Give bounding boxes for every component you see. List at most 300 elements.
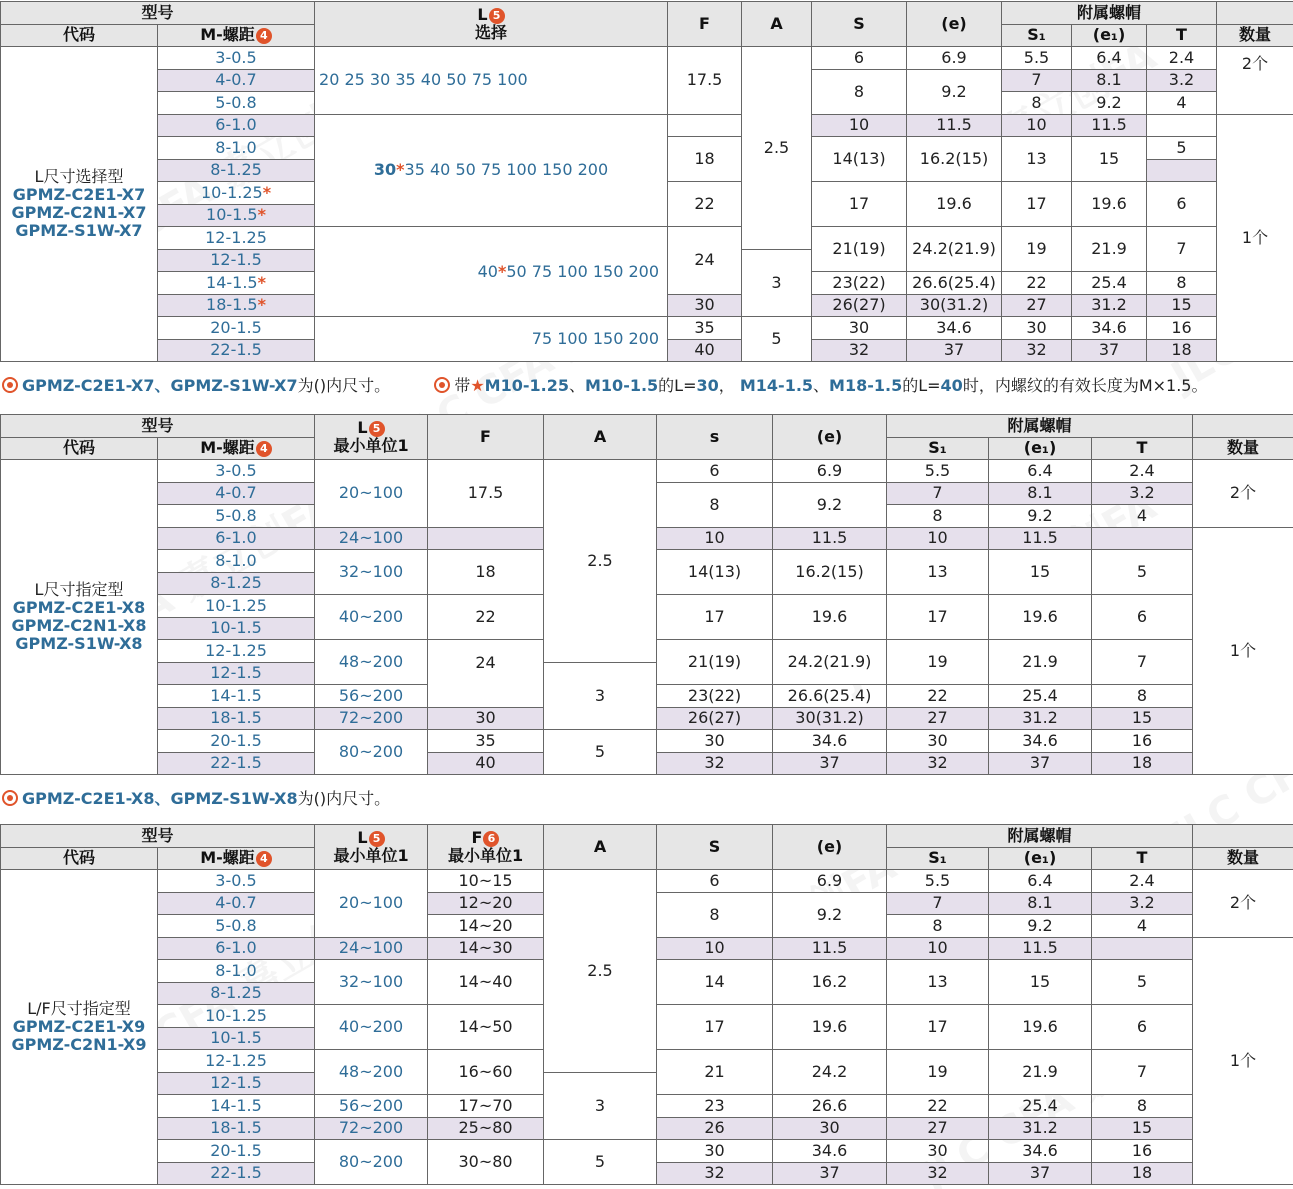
pitch-cell: [158, 272, 315, 295]
note-1: [2, 373, 1207, 396]
F-cell: 17.5: [428, 460, 544, 528]
table-row: [1, 317, 1293, 340]
table-row: [1, 1140, 1293, 1163]
badge-5-icon: 5: [369, 421, 385, 437]
F-cell: 12~20: [428, 892, 544, 915]
e-cell: 26.6: [773, 1095, 887, 1118]
pitch-cell: 8-1.25: [158, 982, 315, 1005]
e-cell: 24.2(21.9): [773, 640, 887, 685]
e1-cell: 25.4: [989, 685, 1092, 708]
S1-header: S₁: [1002, 24, 1072, 47]
e1-cell: 15: [989, 550, 1092, 595]
F-header: [428, 825, 544, 870]
pitch-cell: 8-1.0: [158, 550, 315, 573]
S-cell: 26(27): [812, 294, 907, 317]
e1-cell: 8.1: [989, 892, 1092, 915]
s-cell: 8: [657, 482, 773, 527]
pitch-cell: 8-1.0: [158, 137, 315, 160]
star-mark: *: [257, 272, 266, 292]
L-cell: 40~200: [315, 595, 428, 640]
e-cell: 30(31.2): [907, 294, 1002, 317]
pitch-cell: 4-0.7: [158, 69, 315, 92]
T-cell: 8: [1092, 1095, 1193, 1118]
pitch-cell: 4-0.7: [158, 892, 315, 915]
S1-cell: 22: [887, 1095, 989, 1118]
e-cell: 11.5: [907, 114, 1002, 137]
S1-cell: 27: [887, 1117, 989, 1140]
pitch-cell: 18-1.5: [158, 1117, 315, 1140]
A-cell: 3: [742, 249, 812, 317]
F-cell: 17~70: [428, 1095, 544, 1118]
code-header: 代码: [1, 437, 158, 460]
L-cell: 32~100: [315, 550, 428, 595]
T-cell: 18: [1147, 339, 1217, 362]
code-item: GPMZ-C2N1-X9: [11, 1035, 147, 1054]
e-cell: 9.2: [773, 482, 887, 527]
L-select-cell: 20 25 30 35 40 50 75 100: [315, 47, 668, 115]
code-item: GPMZ-C2N1-X8: [11, 616, 147, 635]
e-cell: 26.6(25.4): [907, 272, 1002, 295]
e-cell: 19.6: [773, 1005, 887, 1050]
T-header: T: [1147, 24, 1217, 47]
e1-cell: 19.6: [989, 595, 1092, 640]
table-row: [1, 114, 1293, 137]
e1-cell: 37: [989, 752, 1092, 775]
T-cell: 3.2: [1147, 69, 1217, 92]
e1-cell: 9.2: [989, 505, 1092, 528]
L-cell: 80~200: [315, 1140, 428, 1185]
note-text: 为()内尺寸。: [297, 789, 391, 808]
qty-cell: 1个: [1193, 937, 1293, 1185]
e-cell: 37: [773, 1162, 887, 1185]
e-cell: 34.6: [907, 317, 1002, 340]
A-cell: 5: [544, 730, 657, 775]
note-text: 、: [813, 376, 830, 395]
pitch-text: 10-1.5: [206, 205, 258, 225]
L-cell: 24~100: [315, 937, 428, 960]
S1-cell: 10: [887, 527, 989, 550]
F-cell: 10~15: [428, 870, 544, 893]
pitch-cell: 12-1.5: [158, 1072, 315, 1095]
pitch-cell: 6-1.0: [158, 527, 315, 550]
L-cell: 72~200: [315, 707, 428, 730]
e-cell: 11.5: [773, 527, 887, 550]
model-header: 型号: [1, 2, 315, 25]
L-cell: 80~200: [315, 730, 428, 775]
e1-cell: 8.1: [989, 482, 1092, 505]
code-header: 代码: [1, 847, 158, 870]
m-pitch-header: [158, 847, 315, 870]
S1-cell: 8: [1002, 92, 1072, 115]
F-header: F: [668, 2, 742, 47]
S1-cell: 22: [1002, 272, 1072, 295]
pitch-cell: 3-0.5: [158, 460, 315, 483]
spec-table-1: [0, 1, 1293, 362]
e1-header: (e₁): [989, 437, 1092, 460]
L-cell: 72~200: [315, 1117, 428, 1140]
pitch-cell: 12-1.25: [158, 227, 315, 250]
S-cell: 6: [657, 870, 773, 893]
table-row: [1, 47, 1293, 70]
note-codes: GPMZ-C2E1-X7、GPMZ-S1W-X7: [22, 376, 298, 395]
badge-5-icon: 5: [369, 831, 385, 847]
e-cell: 16.2: [773, 960, 887, 1005]
e1-cell: 15: [989, 960, 1092, 1005]
table-row: [1, 730, 1293, 753]
F-cell: 14~40: [428, 960, 544, 1005]
T-cell: 18: [1092, 752, 1193, 775]
type-cell: [1, 460, 158, 775]
qty-cell: 2个: [1193, 460, 1293, 528]
pitch-cell: 10-1.5: [158, 617, 315, 640]
A-header: A: [544, 825, 657, 870]
qty-header-top: [1217, 2, 1293, 25]
star-mark: *: [497, 261, 507, 281]
L-cell: 56~200: [315, 685, 428, 708]
S-cell: 17: [812, 182, 907, 227]
code-item: GPMZ-S1W-X8: [15, 634, 143, 653]
code-item: GPMZ-C2E1-X9: [12, 1017, 146, 1036]
T-cell: 7: [1092, 640, 1193, 685]
S1-cell: 32: [1002, 339, 1072, 362]
m-pitch-label: M-螺距: [200, 25, 255, 45]
qty-header: 数量: [1193, 847, 1293, 870]
S-cell: 21: [657, 1050, 773, 1095]
F-cell: 14~50: [428, 1005, 544, 1050]
T-cell: 7: [1092, 1050, 1193, 1095]
pitch-cell: 14-1.5: [158, 685, 315, 708]
e1-cell: 21.9: [1072, 227, 1147, 272]
L-select-cell: [315, 114, 668, 227]
S-cell: 14(13): [812, 137, 907, 182]
S-cell: 26: [657, 1117, 773, 1140]
F-cell: 30: [668, 294, 742, 317]
e-cell: 30: [773, 1117, 887, 1140]
L-select-cell: [315, 227, 668, 317]
S1-cell: 7: [887, 892, 989, 915]
S1-cell: 32: [887, 752, 989, 775]
T-cell: 5: [1092, 550, 1193, 595]
T-cell: 7: [1147, 227, 1217, 272]
s-cell: 30: [657, 730, 773, 753]
F-cell: 16~60: [428, 1050, 544, 1095]
S1-header: S₁: [887, 847, 989, 870]
e1-cell: 6.4: [1072, 47, 1147, 70]
note-code: M10-1.5: [585, 376, 659, 395]
bullet-icon: [2, 790, 18, 806]
S-cell: 10: [657, 937, 773, 960]
T-cell: 15: [1092, 707, 1193, 730]
e1-cell: 15: [1072, 137, 1147, 182]
pitch-cell: 12-1.5: [158, 249, 315, 272]
S-cell: 8: [812, 69, 907, 114]
nut-header: 附属螺帽: [1002, 2, 1217, 25]
badge-4-icon: 4: [256, 441, 272, 457]
e1-cell: 6.4: [989, 460, 1092, 483]
e1-cell: 8.1: [1072, 69, 1147, 92]
T-cell: 8: [1092, 685, 1193, 708]
F-cell: 35: [428, 730, 544, 753]
model-header: 型号: [1, 825, 315, 848]
L-cell: 24~100: [315, 527, 428, 550]
pitch-text: 14-1.5: [206, 272, 258, 292]
L-cell: 32~100: [315, 960, 428, 1005]
S1-cell: 10: [1002, 114, 1072, 137]
e-cell: 9.2: [773, 892, 887, 937]
F-cell: 35: [668, 317, 742, 340]
S-cell: 6: [812, 47, 907, 70]
note-text: 的L=: [658, 376, 697, 395]
L-star-prefix: 40: [477, 261, 498, 281]
spec-table-2: [0, 414, 1293, 775]
T-cell: [1092, 937, 1193, 960]
L-options: 50 75 100 150 200: [506, 261, 660, 281]
s-cell: 10: [657, 527, 773, 550]
badge-6-icon: 6: [483, 831, 499, 847]
S1-cell: 22: [887, 685, 989, 708]
min-unit-label: 最小单位1: [333, 436, 409, 455]
T-cell: 6: [1147, 182, 1217, 227]
nut-header: 附属螺帽: [887, 415, 1193, 438]
m-pitch-label: M-螺距: [200, 438, 255, 458]
L-cell: 20~100: [315, 460, 428, 528]
pitch-cell: 20-1.5: [158, 730, 315, 753]
note-text: 的L=: [902, 376, 941, 395]
T-cell: 15: [1147, 294, 1217, 317]
e-cell: 37: [907, 339, 1002, 362]
s-cell: 14(13): [657, 550, 773, 595]
S1-cell: 5.5: [887, 460, 989, 483]
code-item: GPMZ-C2E1-X8: [12, 598, 146, 617]
T-cell: 2.4: [1147, 47, 1217, 70]
A-cell: 5: [544, 1140, 657, 1185]
e1-cell: 25.4: [989, 1095, 1092, 1118]
note-text: 为()内尺寸。: [297, 376, 391, 395]
T-cell: 3.2: [1092, 482, 1193, 505]
bullet-icon: [2, 377, 18, 393]
star-mark: *: [257, 295, 266, 315]
L-label: L: [357, 828, 368, 847]
badge-4-icon: 4: [256, 28, 272, 44]
pitch-cell: 3-0.5: [158, 47, 315, 70]
F-cell: 40: [668, 339, 742, 362]
S-cell: 23: [657, 1095, 773, 1118]
e1-cell: 11.5: [989, 937, 1092, 960]
qty-cell: 1个: [1193, 527, 1293, 775]
S-cell: 32: [657, 1162, 773, 1185]
e1-header: (e₁): [1072, 24, 1147, 47]
S1-cell: 5.5: [887, 870, 989, 893]
note-code: M10-1.25: [484, 376, 569, 395]
L-header: [315, 415, 428, 460]
S-cell: 8: [657, 892, 773, 937]
m-pitch-header: [158, 437, 315, 460]
L-header: [315, 825, 428, 870]
e1-header: (e₁): [989, 847, 1092, 870]
note-text: 带: [454, 376, 471, 395]
e-cell: 37: [773, 752, 887, 775]
S1-cell: 10: [887, 937, 989, 960]
pitch-text: 18-1.5: [206, 295, 258, 315]
S-cell: 21(19): [812, 227, 907, 272]
pitch-cell: [158, 204, 315, 227]
F-label: F: [471, 828, 483, 847]
pitch-cell: 10-1.25: [158, 595, 315, 618]
T-cell: 15: [1092, 1117, 1193, 1140]
L-cell: 48~200: [315, 1050, 428, 1095]
e1-cell: 31.2: [989, 1117, 1092, 1140]
min-unit-label: 最小单位1: [447, 846, 524, 865]
A-cell: 3: [544, 662, 657, 730]
pitch-cell: 8-1.25: [158, 572, 315, 595]
T-cell: 3.2: [1092, 892, 1193, 915]
F-cell: 22: [428, 595, 544, 640]
e-header: (e): [773, 825, 887, 870]
pitch-cell: 6-1.0: [158, 114, 315, 137]
A-cell: 2.5: [544, 460, 657, 663]
S-cell: 14: [657, 960, 773, 1005]
A-header: A: [544, 415, 657, 460]
pitch-cell: 5-0.8: [158, 505, 315, 528]
type-name: L尺寸指定型: [34, 580, 124, 599]
s-cell: 23(22): [657, 685, 773, 708]
pitch-cell: 14-1.5: [158, 1095, 315, 1118]
e-cell: 6.9: [773, 460, 887, 483]
s-cell: 21(19): [657, 640, 773, 685]
qty-cell: 2个: [1217, 47, 1293, 115]
e-cell: 30(31.2): [773, 707, 887, 730]
badge-5-icon: 5: [489, 8, 505, 24]
S1-cell: 8: [887, 915, 989, 938]
T-cell: [1147, 159, 1217, 182]
T-cell: 16: [1092, 1140, 1193, 1163]
note-text: 、: [568, 376, 585, 395]
pitch-cell: 20-1.5: [158, 317, 315, 340]
e1-cell: 19.6: [989, 1005, 1092, 1050]
S1-cell: 19: [887, 1050, 989, 1095]
table-row: [1, 870, 1293, 893]
star-mark: *: [396, 160, 405, 180]
S-cell: 32: [812, 339, 907, 362]
e1-cell: 31.2: [989, 707, 1092, 730]
S-cell: 30: [657, 1140, 773, 1163]
S1-cell: 13: [1002, 137, 1072, 182]
table-row: [1, 460, 1293, 483]
pitch-cell: 22-1.5: [158, 339, 315, 362]
spec-table-3: [0, 824, 1293, 1185]
table-row: [1, 227, 1293, 250]
e1-cell: 9.2: [989, 915, 1092, 938]
L-cell: 56~200: [315, 1095, 428, 1118]
F-header: F: [428, 415, 544, 460]
T-cell: 5: [1147, 137, 1217, 160]
S1-cell: 19: [1002, 227, 1072, 272]
pitch-cell: 8-1.25: [158, 159, 315, 182]
F-cell: 14~30: [428, 937, 544, 960]
note-codes: GPMZ-C2E1-X8、GPMZ-S1W-X8: [22, 789, 298, 808]
S-cell: 10: [812, 114, 907, 137]
type-cell: [1, 47, 158, 362]
e-cell: 24.2: [773, 1050, 887, 1095]
pitch-cell: 4-0.7: [158, 482, 315, 505]
S1-cell: 13: [887, 550, 989, 595]
L-cell: 48~200: [315, 640, 428, 685]
S1-cell: 7: [887, 482, 989, 505]
e1-cell: 6.4: [989, 870, 1092, 893]
S1-cell: 7: [1002, 69, 1072, 92]
T-header: T: [1092, 847, 1193, 870]
A-cell: 5: [742, 317, 812, 362]
pitch-text: 10-1.25: [200, 182, 263, 202]
S1-cell: 30: [887, 730, 989, 753]
badge-4-icon: 4: [256, 851, 272, 867]
S1-cell: 27: [1002, 294, 1072, 317]
pitch-cell: 5-0.8: [158, 915, 315, 938]
T-cell: 6: [1092, 595, 1193, 640]
e1-cell: 9.2: [1072, 92, 1147, 115]
pitch-cell: 22-1.5: [158, 1162, 315, 1185]
code-item: GPMZ-C2E1-X7: [12, 185, 146, 204]
S-cell: 23(22): [812, 272, 907, 295]
star-icon: ★: [470, 376, 485, 395]
pitch-cell: 3-0.5: [158, 870, 315, 893]
e-cell: 34.6: [773, 730, 887, 753]
S1-cell: 30: [1002, 317, 1072, 340]
e1-cell: 11.5: [1072, 114, 1147, 137]
T-cell: 6: [1092, 1005, 1193, 1050]
F-cell: 24: [668, 227, 742, 295]
type-name: L尺寸选择型: [34, 167, 124, 186]
e1-cell: 34.6: [1072, 317, 1147, 340]
e1-cell: 25.4: [1072, 272, 1147, 295]
e1-cell: 21.9: [989, 1050, 1092, 1095]
select-label: 选择: [475, 23, 508, 42]
qty-header: 数量: [1217, 24, 1293, 47]
pitch-cell: [158, 182, 315, 205]
T-header: T: [1092, 437, 1193, 460]
pitch-cell: [158, 294, 315, 317]
pitch-cell: 10-1.25: [158, 1005, 315, 1028]
e-cell: 34.6: [773, 1140, 887, 1163]
T-cell: 4: [1092, 915, 1193, 938]
e-cell: 16.2(15): [907, 137, 1002, 182]
L-cell: 20~100: [315, 870, 428, 938]
F-cell: 25~80: [428, 1117, 544, 1140]
F-cell: [428, 527, 544, 550]
s-cell: 17: [657, 595, 773, 640]
A-cell: 2.5: [544, 870, 657, 1073]
T-cell: 5: [1092, 960, 1193, 1005]
S1-cell: 19: [887, 640, 989, 685]
type-name: L/F尺寸指定型: [27, 999, 131, 1018]
pitch-cell: 18-1.5: [158, 707, 315, 730]
pitch-cell: 12-1.5: [158, 662, 315, 685]
e-cell: 11.5: [773, 937, 887, 960]
T-cell: 4: [1092, 505, 1193, 528]
type-cell: [1, 870, 158, 1185]
qty-header-top: [1193, 825, 1293, 848]
note-text: 时，内螺纹的有效长度为M×1.5。: [962, 376, 1208, 395]
F-cell: 14~20: [428, 915, 544, 938]
S1-cell: 30: [887, 1140, 989, 1163]
note-value: 40: [940, 376, 963, 395]
S-header: S: [812, 2, 907, 47]
F-cell: 30: [428, 707, 544, 730]
e-cell: 9.2: [907, 69, 1002, 114]
e-header: (e): [773, 415, 887, 460]
L-label: L: [477, 5, 488, 24]
F-cell: 18: [428, 550, 544, 595]
